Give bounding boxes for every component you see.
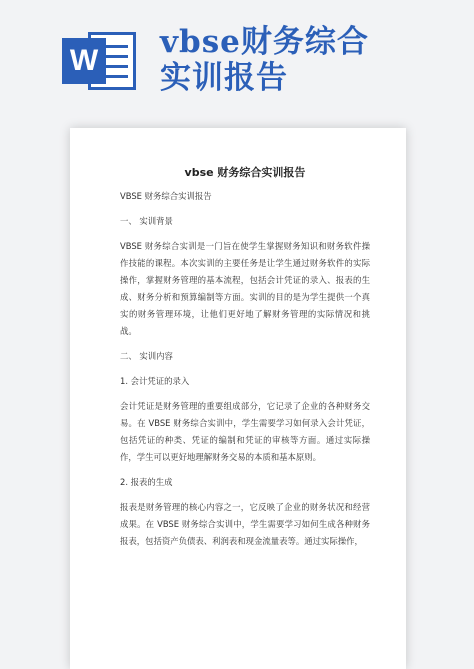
word-logo-letter: W xyxy=(62,38,106,84)
document-title: vbse 财务综合实训报告 xyxy=(184,166,306,179)
document-page xyxy=(70,128,406,669)
title-line-2: 实训报告 xyxy=(160,60,288,96)
word-document-icon xyxy=(62,28,140,94)
item-heading-report: 2. 报表的生成 xyxy=(120,477,173,487)
paragraph-background: VBSE 财务综合实训是一门旨在使学生掌握财务知识和财务软件操作技能的课程。本次实训的主要任务是让学生通过财务软件的实际操作，掌握财务管理的基本流程，包括会计凭证的录入、报表的生成、财务分析和预算编制等方面。实训的目的是为学生提供一个真实的财务管理环境，让他们更好地了解财务管理的实际情况和挑战。 xyxy=(120,241,370,336)
section-heading-background: 一、 实训背景 xyxy=(120,216,173,226)
paragraph-voucher: 会计凭证是财务管理的重要组成部分，它记录了企业的各种财务交易。在 VBSE 财务综合实训中，学生需要学习如何录入会计凭证，包括凭证的种类、凭证的编制和凭证的审核等方面。通过实际操作，学生可以更好地理解财务交易的本质和基本原则。 xyxy=(120,401,370,462)
paragraph-report: 报表是财务管理的核心内容之一，它反映了企业的财务状况和经营成果。在 VBSE 财务综合实训中，学生需要学习如何生成各种财务报表，包括资产负债表、利润表和现金流量表等。通过实际操作， xyxy=(120,502,370,546)
page-title xyxy=(160,24,369,96)
item-heading-voucher: 1. 会计凭证的录入 xyxy=(120,376,190,386)
section-heading-content: 二、 实训内容 xyxy=(120,351,173,361)
document-content xyxy=(120,164,370,558)
header xyxy=(0,0,474,110)
document-subtitle: VBSE 财务综合实训报告 xyxy=(120,191,212,201)
title-line-1: vbse财务综合 xyxy=(160,24,369,60)
